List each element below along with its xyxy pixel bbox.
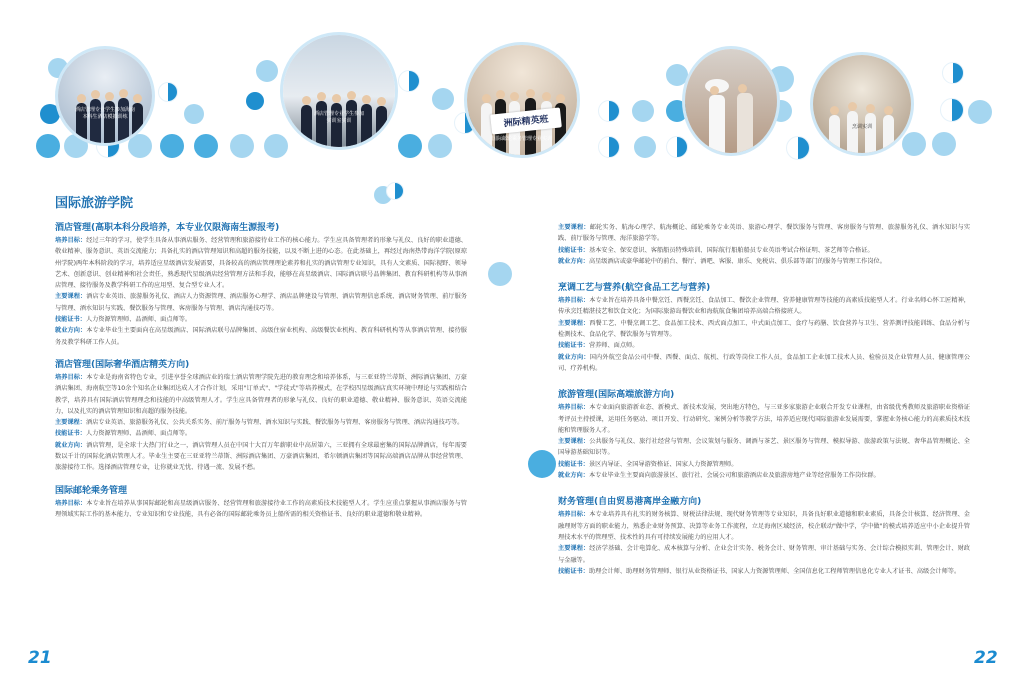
certificates: 技能证书：助理会计师、助理财务管理师、银行从业资格证书、国家人力资源管理师、全国信息化工程师管理信息化专业人才证书、高级会计师等。 xyxy=(558,567,961,575)
certificates: 技能证书：营养师、面点师。 xyxy=(558,342,639,350)
decor-dot xyxy=(194,134,218,158)
photo-caption: 国际邮轮乘务管理专业实训 xyxy=(491,136,552,142)
decor-dot xyxy=(598,100,620,122)
decor-dot xyxy=(398,134,422,158)
school-title: 国际旅游学院 xyxy=(55,196,134,211)
photo-caption: 酒店管理专业学生参加海南 本科生酒店模拟训练 xyxy=(74,107,135,120)
main-courses: 主要课程：西餐工艺、中餐烹调工艺、食品加工技术、西式面点加工、中式面点加工、食疗与药膳、饮食营养与卫生、营养测评技能训练、食品分析与检测技术、食品化学、餐饮服务与管理等。 xyxy=(558,319,970,339)
decor-dot xyxy=(428,134,452,158)
page-number-left: 21 xyxy=(28,648,52,668)
decor-dot xyxy=(36,134,60,158)
photo-kitchen-training xyxy=(810,52,914,156)
section-title: 酒店管理(高职本科分段培养，本专业仅限海南生源报考) xyxy=(55,223,280,233)
decor-dot xyxy=(940,98,964,122)
training-goal: 培养目标：本专业是海南省特色专业，引进享誉全球酒店业的瑞士酒店管理学院先进的教育理念和培养体系，与三亚亚特兰蒂斯、洲际酒店集团、万豪酒店集团、海南航空等10余个知名企业集团达成人才合作计划，采用"订单式"、"学徒式"等培养模式，在学校四星级酒店真实环境中理论与实践相结合教学，培养具有国际酒店管理理念和技能的中高级管理人才。学生应具备管理者的形象与礼仪、良好的职业道德、敬业精神、服务意识、英语交流能力，以及扎实的酒店管理知识和高超的服务技能。 xyxy=(55,373,467,415)
employment: 就业方向：本专业毕业生主要面向旅游景区、旅行社、会展公司和旅游酒店业及旅游房地产业等经营服务工作岗位群。 xyxy=(558,472,880,480)
main-courses: 主要课程：经济学基础、会计电算化、成本核算与分析、企业会计实务、税务会计、财务管理、审计基础与实务、会计综合模拟实训、管理会计、财政与金融等。 xyxy=(558,545,970,564)
section-title: 旅游管理(国际高端旅游方向) xyxy=(558,390,675,401)
certificates: 技能证书：基本安全、保安意识、客船船员特殊培训、国际航行船舶船员专业英语考试合格证明、茶艺师等合格证。 xyxy=(558,246,874,254)
decor-dot xyxy=(528,450,556,478)
decor-dot xyxy=(598,136,620,158)
decor-dot xyxy=(256,60,278,82)
page-number-right: 22 xyxy=(974,648,998,668)
photo-banner-text: 洲际精英班 xyxy=(503,114,550,130)
decor-dot xyxy=(634,136,656,158)
decor-dot xyxy=(230,134,254,158)
main-courses: 主要课程：邮轮实务、航海心理学、航海概论、邮轮乘务专业英语、旅游心理学、餐饮服务与管理、客房服务与管理、旅游服务礼仪、酒水知识与实践、前厅服务与管理、海洋旅游学等。 xyxy=(558,224,971,243)
photo-caption: 烹调实训 xyxy=(851,124,872,130)
section-title: 酒店管理(国际奢华酒店精英方向) xyxy=(55,359,190,370)
decor-dot xyxy=(432,88,454,110)
training-goal: 培养目标：经过三年的学习，使学生具备从事酒店服务、经营管理和旅游接待业工作的核心能力。学生应具备管理者的形象与礼仪、良好的职业道德、敬业精神、服务意识、英语交流能力；具备扎实的酒店管理知识和高超的服务技能，以及不断上进的心态。在此基础上，再经过海南热带海洋学院(原琼州学院)两年本科阶段的学习，培养适应星级酒店发展需要，具备较高的酒店管理理论素养和扎实的酒店管理专业知识，具有人文素质、国际视野、领导艺术、创新意识、创业精神和社会责任，熟悉现代星级酒店经营管理方法和手段，能够在高星级酒店、国际酒店联号品牌集团、教育科研机构等从事酒店管理、接待服务及教学科研工作的应用型、复合型专业人才。 xyxy=(55,237,467,290)
decor-dot xyxy=(246,92,264,110)
section-title: 国际邮轮乘务管理 xyxy=(55,485,128,496)
main-courses: 主要课程：酒店专业英语、旅游服务礼仪、酒店人力资源管理、酒店服务心理学、酒店品牌建设与管理、酒店管理信息系统、酒店财务管理、前厅服务与管理、酒水知识与实践、餐饮服务与管理、客房服务与管理、酒店沟通技巧等。 xyxy=(55,293,467,312)
decor-dot xyxy=(632,100,654,122)
training-goal: 培养目标：本专业面向旅游新业态、新模式、新技术发展，突出地方特色，与三亚多家旅游企业联合开发专业课程，由省级优秀教师及旅游职业资格证考评员主持授课，运用任务驱动、项目开发、行动研究、案例分析等教学方法，培养适应现代国际旅游业发展需要，掌握业务核心能力的高素质技术技能和管理服务人才。 xyxy=(558,404,970,434)
decor-dot xyxy=(160,134,184,158)
main-courses: 主要课程：公共服务与礼仪、旅行社经营与管理、会议策划与服务、调酒与茶艺、景区服务与管理、模拟导游、旅游政策与法规、奢华品管理概论、全国导游基础知识等。 xyxy=(558,438,970,457)
photo-cruise-class xyxy=(464,42,580,158)
photo-hotel-students xyxy=(55,46,155,146)
training-goal: 培养目标：本专业旨在培养从事国际邮轮和高星级酒店服务、经营管理和旅游接待业工作的高素质技术技能型人才。学生应重点掌握从事酒店服务与管理领域实际工作的基本能力、专业知识和专业技能，具有必备的国际邮轮乘务员上船所需的相关资格证书、良好的职业道德和敬业精神。 xyxy=(55,499,467,518)
employment: 就业方向：酒店管理，是全球十大热门行业之一，酒店管理人员在中国十大百万年薪职业中高居第六，三亚拥有全球最密集的国际品牌酒店，每年需要数以千计的国际化酒店管理人才。毕业生主要在三亚亚特兰蒂斯、洲际酒店集团、万豪酒店集团、希尔顿酒店集团等国际高端酒店品牌从事经营管理、旅游接待工作。选择酒店管理专业，让你就业无忧、待遇一流、发展不愁。 xyxy=(55,441,467,472)
section-tourism xyxy=(558,387,970,481)
training-goal: 培养目标：本专业培养具有扎实的财务核算、财税法律法规、现代财务管理等专业知识，具备良好职业道德和职业素质，具备会计核算、经济管理、金融理财等方面的职业能力，熟悉企业财务预算、决算等业务工作流程，立足海南区域经济，校企联动"做中学，学中做"的模式培养适应中小企业提升管理技术水平的管理型、技术性的具有可持续发展能力的应用人才。 xyxy=(558,511,970,541)
certificates: 技能证书：人力资源管理师、品酒师、面点师等。 xyxy=(55,316,192,324)
section-cruise-continued xyxy=(558,222,970,267)
decor-dot xyxy=(158,82,178,102)
employment: 就业方向：高星级酒店或豪华邮轮中的前台、餐厅、酒吧、客服、康乐、免税店、俱乐部等部门的服务与管理工作岗位。 xyxy=(558,257,886,265)
decor-dot xyxy=(968,100,992,124)
decor-dot xyxy=(786,136,810,160)
decor-dot xyxy=(184,104,204,124)
main-courses: 主要课程：酒店专业英语、旅游服务礼仪、公共关系实务、前厅服务与管理、酒水知识与实践、餐饮服务与管理、客房服务与管理、酒店沟通技巧等。 xyxy=(55,419,464,427)
section-title: 财务管理(自由贸易港离岸金融方向) xyxy=(558,497,702,508)
training-goal: 培养目标：本专业旨在培养具备中餐烹饪、西餐烹饪、食品加工、餐饮企业管理、营养健康管理等技能的高素质技能型人才。行业名师心怀工匠精神，传承烹饪精湛技艺和饮食文化；为国际旅游岛餐饮业和海航航食集团培养高端合格接班人。 xyxy=(558,297,970,316)
employment: 就业方向：国内外航空食品公司中餐、西餐、面点、航机、行政等岗位工作人员，食品加工企业加工技术人员、检验员及企业管理人员、健康管理公司、疗养机构。 xyxy=(558,353,971,372)
photo-training-room xyxy=(280,32,398,150)
decor-dot xyxy=(942,62,964,84)
section-finance xyxy=(558,494,970,577)
certificates: 技能证书：景区内导证、全国导游资格证、国家人力资源管理师。 xyxy=(558,460,738,468)
certificates: 技能证书：人力资源管理师、品酒师、面点师等。 xyxy=(55,430,192,438)
photo-chef xyxy=(682,46,780,156)
employment: 就业方向：本专业毕业生主要面向在高星级酒店、国际酒店联号品牌集团、高级住宿业机构、高级餐饮业机构、教育科研机构等从事酒店管理、接待服务及教学科研工作人员。 xyxy=(55,327,467,346)
section-title: 烹调工艺与营养(航空食品工艺与营养) xyxy=(558,283,711,294)
section-hotel-undergrad xyxy=(55,220,467,348)
decor-dot xyxy=(932,132,956,156)
section-hotel-intercontinental xyxy=(55,357,467,474)
section-culinary xyxy=(558,280,970,374)
right-column xyxy=(558,222,970,577)
left-column xyxy=(55,192,467,520)
decor-dot xyxy=(398,70,420,92)
decor-dot xyxy=(488,262,512,286)
section-cruise xyxy=(55,483,467,521)
photo-caption: 酒店管理专业学生参加 实训室实训 xyxy=(313,111,364,124)
